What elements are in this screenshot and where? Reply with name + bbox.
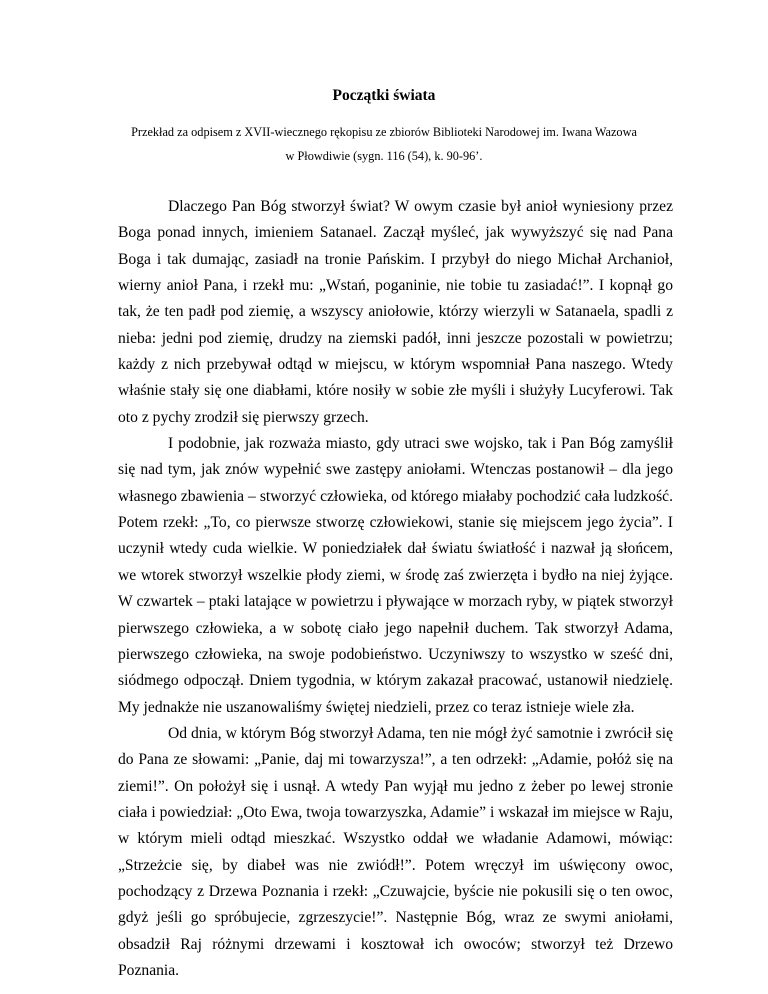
paragraph-3: Od dnia, w którym Bóg stworzył Adama, ten nie mógł żyć samotnie i zwrócił się do Pana ze słowami: „Panie, daj mi towarzysza!”, a ten odrzekł: „Adamie, połóż się na ziemi!”. On położył się i usnął. A wtedy Pan wyjął mu jedno z żeber po lewej stronie ciała i powiedział: „Oto Ewa, twoja towarzyszka, Adamie” i wskazał im miejsce w Raju, w którym mieli odtąd mieszkać. Wszystko oddał we władanie Adamowi, mówiąc: „Strzeżcie się, by diabeł was nie zwiódł!”. Potem wręczył im uświęcony owoc, pochodzący z Drzewa Poznania i rzekł: „Czuwajcie, byście nie pokusili się o ten owoc, gdyż jeśli go spróbujecie, zgrzeszycie!”. Następnie Bóg, wraz ze swymi aniołami, obsadził Raj różnymi drzewami i kosztował ich owoców; stworzył też Drzewo Poznania. [118, 724, 673, 979]
document-body [118, 194, 673, 984]
document-title: Początki świata [332, 87, 436, 104]
subtitle-line-2: w Płowdiwie (sygn. 116 (54), k. 90-96’. [285, 149, 483, 163]
subtitle-line-1: Przekład za odpisem z XVII-wiecznego rękopisu ze zbiorów Biblioteki Narodowej im. Iwana Wazowa [131, 125, 637, 139]
paragraph-1: Dlaczego Pan Bóg stworzył świat? W owym czasie był anioł wyniesiony przez Boga ponad innych, imieniem Satanael. Zaczął myśleć, jak wywyższyć się nad Pana Boga i tak dumając, zasiadł na tronie Pańskim. I przybył do niego Michał Archanioł, wierny anioł Pana, i rzekł mu: „Wstań, poganinie, nie tobie tu zasiadać!”. I kopnął go tak, że ten padł pod ziemię, a wszyscy aniołowie, którzy wierzyli w Satanaela, spadli z nieba: jedni pod ziemię, drudzy na ziemski padół, inni jeszcze pozostali w powietrzu; każdy z nich przebywał odtąd w miejscu, w którym wspomniał Pana naszego. Wtedy właśnie stały się one diabłami, które nosiły w sobie złe myśli i służyły Lucyferowi. Tak oto z pychy zrodził się pierwszy grzech. [118, 198, 673, 426]
document-subtitle [0, 120, 768, 168]
paragraph-2: I podobnie, jak rozważa miasto, gdy utraci swe wojsko, tak i Pan Bóg zamyślił się nad tym, jak znów wypełnić swe zastępy aniołami. Wtenczas postanowił – dla jego własnego zbawienia – stworzyć człowieka, od którego miałaby pochodzić cała ludzkość. Potem rzekł: „To, co pierwsze stworzę człowiekowi, stanie się miejscem jego życia”. I uczynił wtedy cuda wielkie. W poniedziałek dał światu światłość i nazwał ją słońcem, we wtorek stworzył wszelkie płody ziemi, w środę zaś zwierzęta i bydło na niej żyjące. W czwartek – ptaki latające w powietrzu i pływające w morzach ryby, w piątek stworzył pierwszego człowieka, a w sobotę ciało jego napełnił duchem. Tak stworzył Adama, pierwszego człowieka, na swoje podobieństwo. Uczyniwszy to wszystko w sześć dni, siódmego odpoczął. Dniem tygodnia, w którym zakazał pracować, ustanowił niedzielę. My jednakże nie uszanowaliśmy świętej niedzieli, przez co teraz istnieje wiele zła. [118, 435, 673, 716]
